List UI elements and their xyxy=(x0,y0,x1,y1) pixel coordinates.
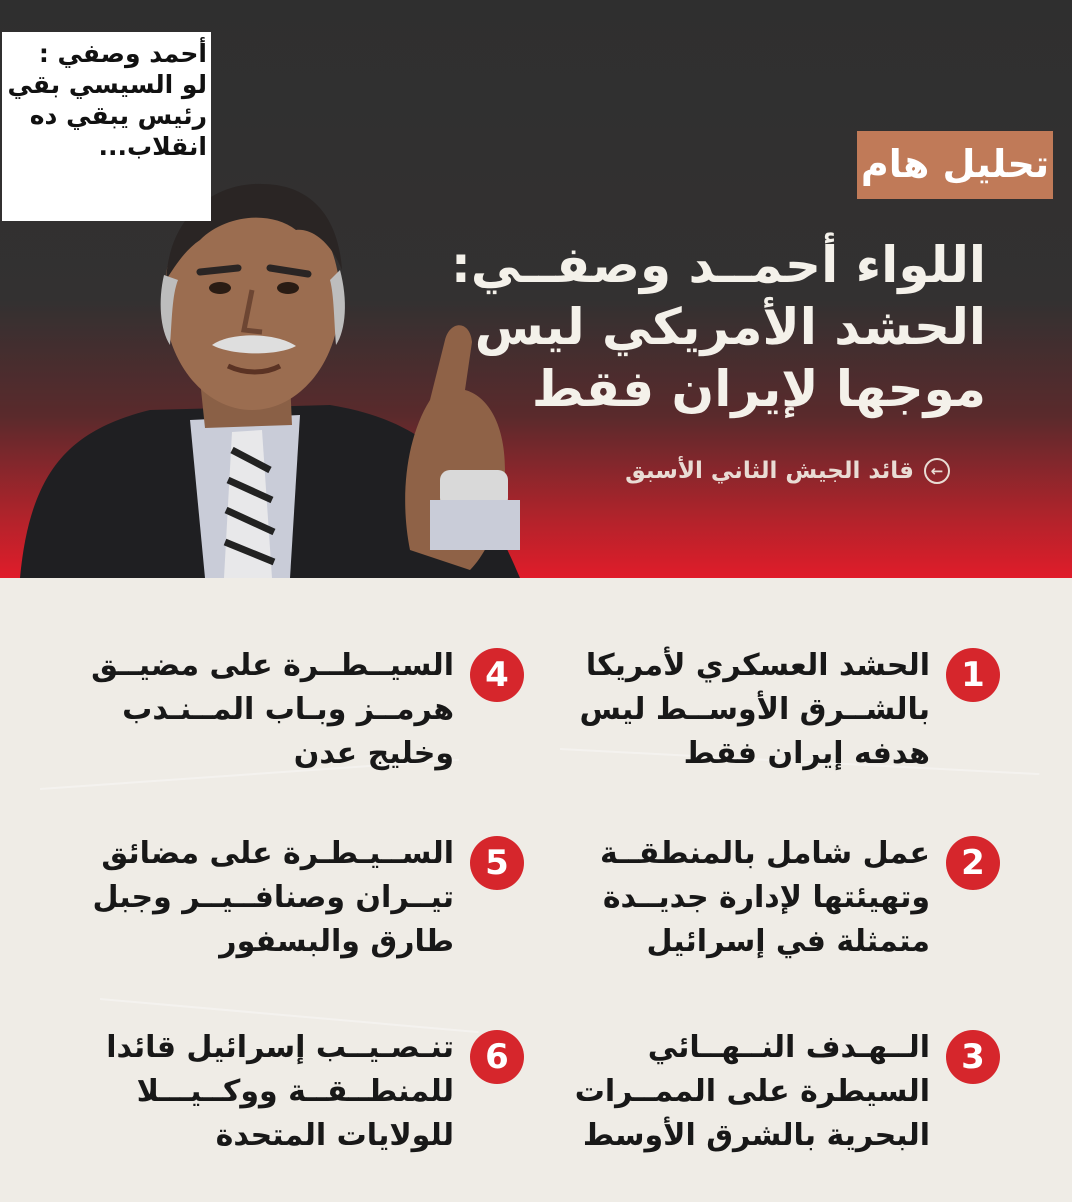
point-line: بالشــرق الأوســط ليس xyxy=(579,692,930,727)
point-text xyxy=(579,644,930,776)
point-line: الســيـطـرة على مضائق xyxy=(101,836,454,871)
point-line: طارق والبسفور xyxy=(219,924,454,959)
point-line: عمل شامل بالمنطقــة xyxy=(599,836,930,871)
quote-line: أحمد وصفي : xyxy=(38,39,207,68)
title-line: اللواء أحمــد وصفــي: xyxy=(450,236,986,294)
point-number: 6 xyxy=(470,1030,524,1084)
point-3 xyxy=(575,1026,1000,1158)
point-line: للولايات المتحدة xyxy=(215,1118,454,1153)
circle-arrow-left-icon: ← xyxy=(924,458,950,484)
point-line: الــهـدف النــهــائي xyxy=(647,1030,930,1065)
point-line: هدفه إيران فقط xyxy=(683,736,930,771)
point-line: تنـصـيــب إسرائيل قائدا xyxy=(106,1030,454,1065)
point-text xyxy=(93,832,454,964)
point-number: 3 xyxy=(946,1030,1000,1084)
page-title xyxy=(426,234,986,420)
quote-line: انقلاب... xyxy=(98,132,207,161)
point-line: وخليج عدن xyxy=(293,736,454,771)
point-line: هرمــز وبـاب المــنـدب xyxy=(122,692,454,727)
point-text xyxy=(91,644,454,776)
quote-box xyxy=(2,32,211,221)
header-banner xyxy=(0,0,1072,578)
point-number: 2 xyxy=(946,836,1000,890)
point-4 xyxy=(91,644,524,776)
point-1 xyxy=(579,644,1000,776)
point-line: تيــران وصنافــيــر وجبل xyxy=(92,880,454,915)
point-text xyxy=(575,1026,930,1158)
point-line: الحشد العسكري لأمريكا xyxy=(585,648,930,683)
point-number: 1 xyxy=(946,648,1000,702)
analysis-tag: تحليل هام xyxy=(857,131,1053,199)
point-6 xyxy=(106,1026,524,1158)
point-line: متمثلة في إسرائيل xyxy=(646,924,930,959)
title-line: الحشد الأمريكي ليس xyxy=(474,298,986,356)
point-line: وتهيئتها لإدارة جديــدة xyxy=(602,880,930,915)
point-line: السيــطــرة على مضيــق xyxy=(91,648,454,683)
point-text xyxy=(106,1026,454,1158)
point-text xyxy=(600,832,930,964)
key-points xyxy=(0,578,1072,1202)
subtitle xyxy=(625,458,950,484)
subtitle-text: قائد الجيش الثاني الأسبق xyxy=(625,458,914,484)
point-line: البحرية بالشرق الأوسط xyxy=(582,1118,930,1153)
point-line: السيطرة على الممــرات xyxy=(574,1074,930,1109)
title-line: موجها لإيران فقط xyxy=(531,360,986,418)
point-5 xyxy=(93,832,524,964)
quote-line: رئيس يبقي ده xyxy=(29,101,207,130)
point-number: 5 xyxy=(470,836,524,890)
quote-line: لو السيسي بقي xyxy=(7,70,207,99)
point-2 xyxy=(600,832,1000,964)
point-line: للمنطــقــة ووكــيـــلا xyxy=(136,1074,454,1109)
point-number: 4 xyxy=(470,648,524,702)
